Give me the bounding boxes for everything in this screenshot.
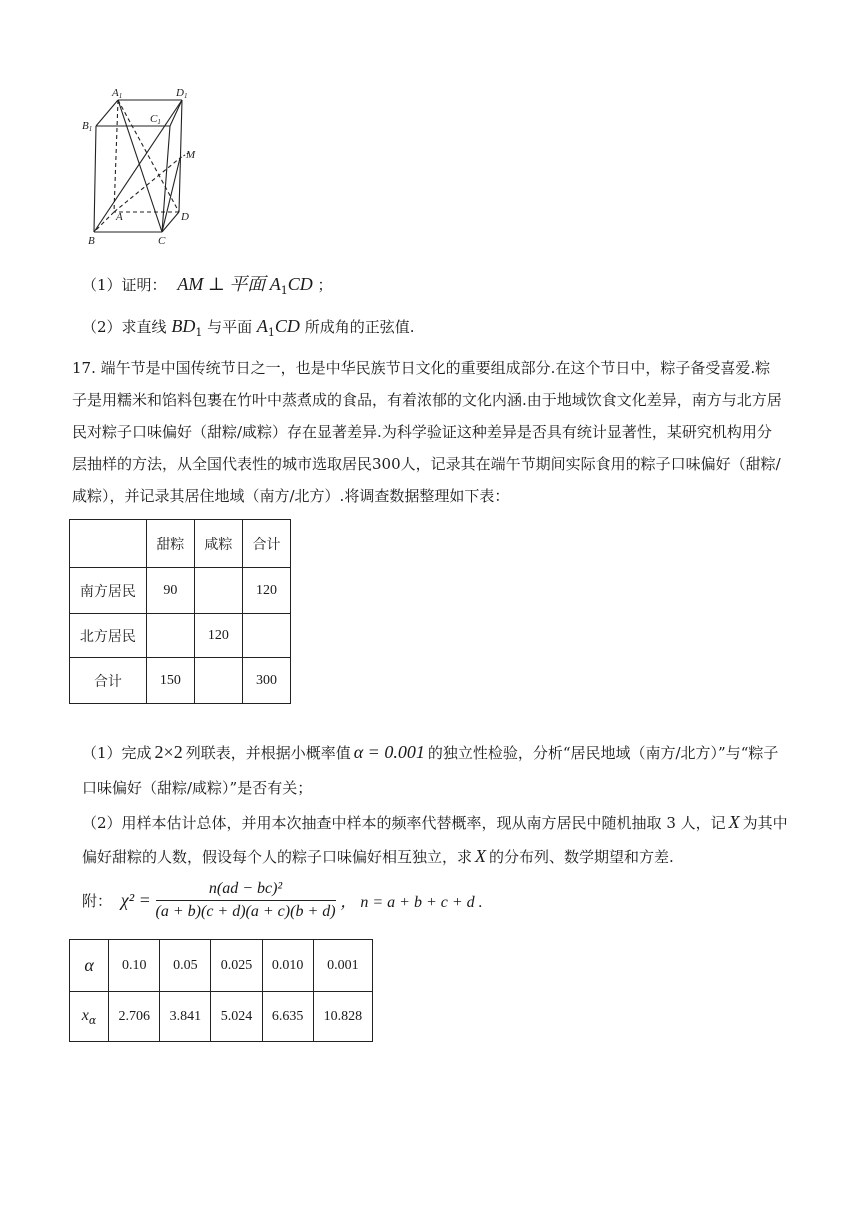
label-B: B bbox=[88, 235, 95, 247]
x-alpha-header: $x_\alpha$ bbox=[70, 992, 109, 1042]
label-A: A bbox=[116, 211, 123, 223]
table-header: 甜粽 bbox=[146, 520, 194, 568]
alpha-value: 0.10 bbox=[109, 940, 160, 992]
label-C: C bbox=[158, 235, 166, 247]
q17-part2-line2: 偏好甜粽的人数，假设每个人的粽子口味偏好相互独立，求 X 的分布列、数学期望和方差. bbox=[82, 846, 674, 866]
table-cell: 120 bbox=[242, 568, 290, 614]
label-D1: D1 bbox=[176, 87, 188, 100]
formula-numerator: n(ad − bc)² bbox=[156, 880, 336, 901]
q17-part1: （1）完成 2×2 列联表，并根据小概率值 α = 0.001 的独立性检验，分析“居民地域（南方/北方）”与“粽子 bbox=[82, 742, 779, 762]
q17-part2: （2）用样本估计总体，并用本次抽查中样本的频率代替概率，现从南方居民中随机抽取 3 人，记 X 为其中 bbox=[82, 812, 788, 832]
formula-tail: ， n = a + b + c + d . bbox=[340, 894, 483, 911]
table-header bbox=[70, 520, 147, 568]
table-cell bbox=[194, 568, 242, 614]
alpha-header: α bbox=[70, 940, 109, 992]
table-cell: 300 bbox=[242, 658, 290, 704]
appendix-formula bbox=[82, 880, 483, 921]
q16-part1: （1）证明： AM ⊥ 平面 $A_1CD$ ； bbox=[82, 274, 333, 297]
table-cell: 120 bbox=[194, 614, 242, 658]
label-B1: B1 bbox=[82, 120, 93, 133]
table-cell bbox=[146, 614, 194, 658]
table-header: 合计 bbox=[242, 520, 290, 568]
alpha-value: 0.025 bbox=[211, 940, 262, 992]
label-D: D bbox=[181, 211, 189, 223]
formula-lhs: χ² = bbox=[120, 890, 151, 910]
table-cell bbox=[194, 658, 242, 704]
q16-part2: （2）求直线 $BD_1$ 与平面 $A_1CD$ 所成角的正弦值. bbox=[82, 316, 415, 339]
table-cell bbox=[242, 614, 290, 658]
x-alpha-value: 10.828 bbox=[313, 992, 372, 1042]
appendix-label: 附： bbox=[82, 892, 113, 910]
x-alpha-value: 2.706 bbox=[109, 992, 160, 1042]
label-C1: C1 bbox=[150, 113, 161, 126]
formula-denominator: (a + b)(c + d)(a + c)(b + d) bbox=[155, 903, 336, 920]
alpha-value: 0.001 bbox=[313, 940, 372, 992]
table-cell: 合计 bbox=[70, 658, 147, 704]
table-cell: 北方居民 bbox=[70, 614, 147, 658]
x-alpha-value: 3.841 bbox=[160, 992, 211, 1042]
alpha-table bbox=[69, 939, 373, 1042]
contingency-table bbox=[69, 519, 291, 704]
formula-fraction bbox=[156, 880, 336, 921]
x-alpha-value: 5.024 bbox=[211, 992, 262, 1042]
table-cell: 南方居民 bbox=[70, 568, 147, 614]
x-alpha-value: 6.635 bbox=[262, 992, 313, 1042]
alpha-value: 0.05 bbox=[160, 940, 211, 992]
q17-part1-line2: 口味偏好（甜粽/咸粽）”是否有关； bbox=[82, 779, 313, 797]
table-header: 咸粽 bbox=[194, 520, 242, 568]
alpha-value: 0.010 bbox=[262, 940, 313, 992]
table-cell: 150 bbox=[146, 658, 194, 704]
label-A1: A1 bbox=[112, 87, 123, 100]
label-M: M bbox=[186, 149, 196, 161]
prism-figure bbox=[80, 84, 220, 254]
table-cell: 90 bbox=[146, 568, 194, 614]
q17-text: 17. 端午节是中国传统节日之一，也是中华民族节日文化的重要组成部分.在这个节日中，粽子备受喜爱.粽子是用糯米和馅料包裹在竹叶中蒸煮成的食品，有着浓郁的文化内涵.由于地域饮食文化差异，南方与北方居民对粽子口味偏好（甜粽/咸粽）存在显著差异.为科学验证这种差异是否具有统计显著性，某研究机构用分层抽样的方法，从全国代表性的城市选取居民300人，记录其在端午节期间实际食用的粽子口味偏好（甜粽/咸粽），并记录其居住地域（南方/北方）.将调查数据整理如下表： bbox=[72, 359, 782, 505]
